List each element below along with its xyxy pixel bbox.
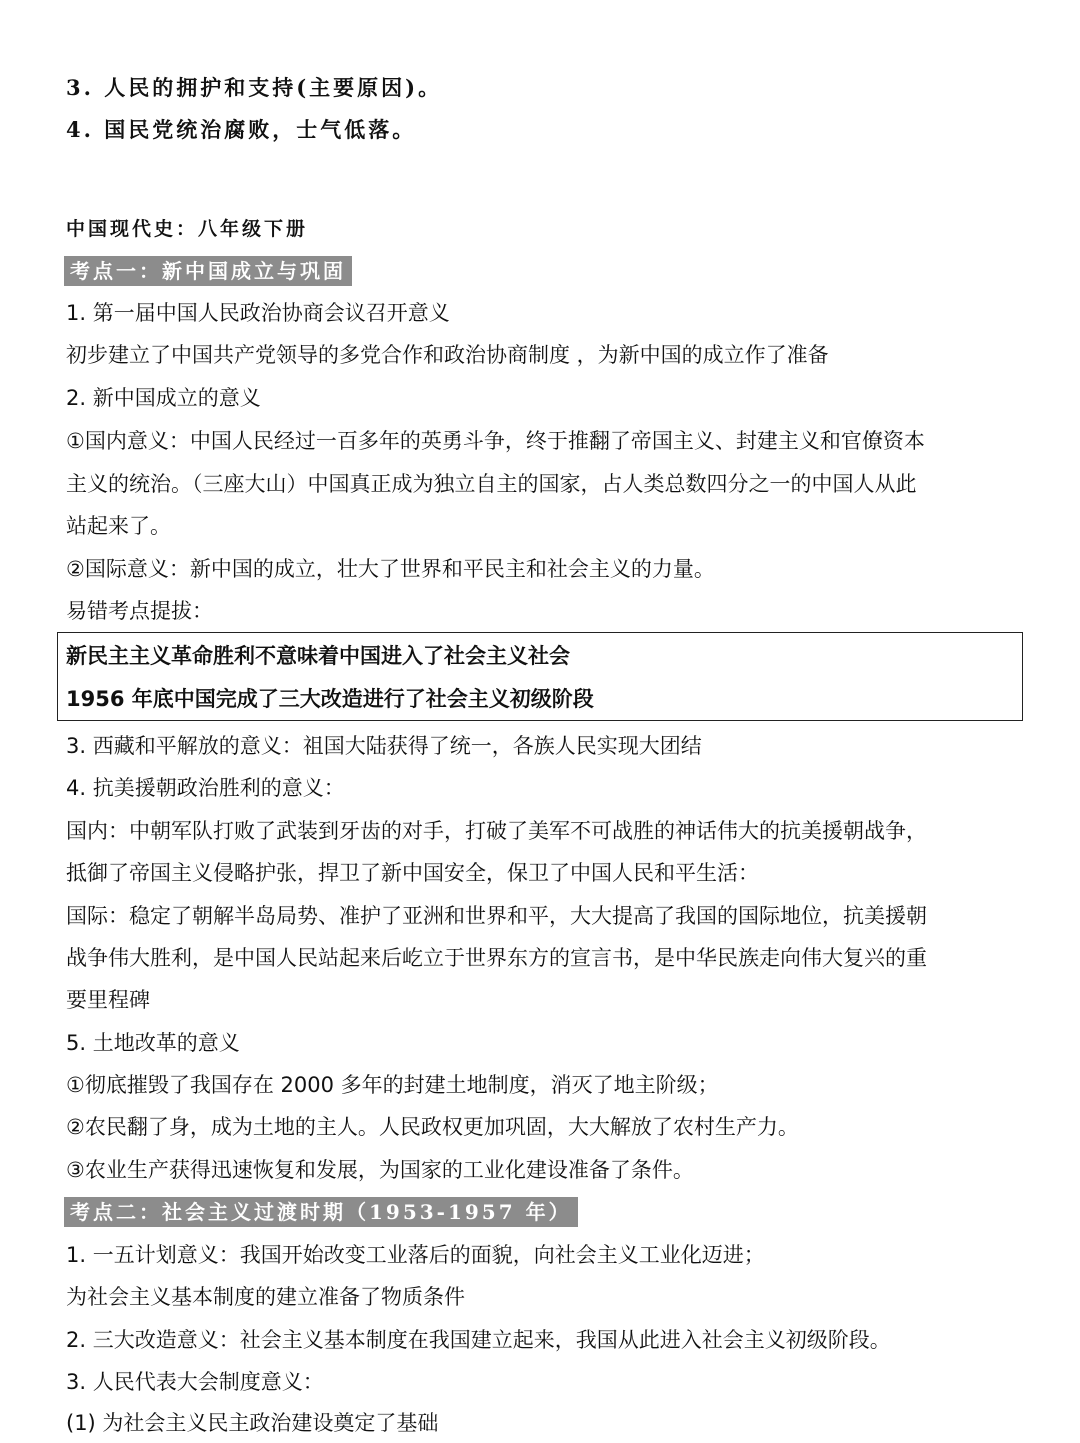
text-line: 国际：稳定了朝解半岛局势、准护了亚洲和世界和平，大大提高了我国的国际地位，抗美援朝 (66, 904, 927, 928)
text-line: (1) 为社会主义民主政治建设奠定了基础 (66, 1411, 439, 1435)
key-note-line: 1956 年底中国完成了三大改造进行了社会主义初级阶段 (66, 687, 594, 711)
text-line: ③农业生产获得迅速恢复和发展，为国家的工业化建设准备了条件。 (66, 1158, 694, 1182)
text-line: 2. 新中国成立的意义 (66, 386, 261, 410)
text-line: 5. 土地改革的意义 (66, 1031, 240, 1055)
key-note-line: 新民主主义革命胜利不意味着中国进入了社会主义社会 (66, 644, 570, 668)
text-line: 国内：中朝军队打败了武装到牙齿的对手，打破了美军不可战胜的神话伟大的抗美援朝战争， (66, 819, 927, 843)
text-line: ①国内意义：中国人民经过一百多年的英勇斗争，终于推翻了帝国主义、封建主义和官僚资本 (66, 429, 925, 453)
text-line: 4. 抗美援朝政治胜利的意义： (66, 776, 345, 800)
intro-line: 3. 人民的拥护和支持(主要原因)。 (66, 75, 443, 100)
subject-title: 中国现代史：八年级下册 (66, 218, 309, 240)
text-line: 3. 西藏和平解放的意义：祖国大陆获得了统一，各族人民实现大团结 (66, 734, 702, 758)
text-line: ②农民翻了身，成为土地的主人。人民政权更加巩固，大大解放了农村生产力。 (66, 1115, 799, 1139)
key-note-box (57, 632, 1023, 721)
text-line: 1. 第一届中国人民政治协商会议召开意义 (66, 301, 450, 325)
text-line: 3. 人民代表大会制度意义： (66, 1370, 324, 1394)
text-line: 抵御了帝国主义侵略护张，捍卫了新中国安全，保卫了中国人民和平生活： (66, 861, 759, 885)
section-heading: 考点一：新中国成立与巩固 (64, 256, 352, 286)
text-line: 易错考点提拔： (66, 599, 213, 623)
text-line: 主义的统治。（三座大山）中国真正成为独立自主的国家，占人类总数四分之一的中国人从此 (66, 472, 917, 496)
intro-line: 4. 国民党统治腐败，士气低落。 (66, 117, 417, 142)
text-line: 2. 三大改造意义：社会主义基本制度在我国建立起来，我国从此进入社会主义初级阶段。 (66, 1328, 891, 1352)
section-heading: 考点二：社会主义过渡时期（1953-1957 年） (64, 1197, 578, 1227)
text-line: 要里程碑 (66, 988, 150, 1012)
text-line: 站起来了。 (66, 514, 171, 538)
text-line: 为社会主义基本制度的建立准备了物质条件 (66, 1285, 465, 1309)
text-line: 初步建立了中国共产党领导的多党合作和政治协商制度 ，为新中国的成立作了准备 (66, 343, 829, 367)
text-line: ②国际意义：新中国的成立，壮大了世界和平民主和社会主义的力量。 (66, 557, 715, 581)
text-line: 1. 一五计划意义：我国开始改变工业落后的面貌，向社会主义工业化迈进； (66, 1243, 765, 1267)
text-line: 战争伟大胜利，是中国人民站起来后屹立于世界东方的宣言书，是中华民族走向伟大复兴的重 (66, 946, 927, 970)
text-line: ①彻底摧毁了我国存在 2000 多年的封建土地制度，消灭了地主阶级； (66, 1073, 719, 1097)
